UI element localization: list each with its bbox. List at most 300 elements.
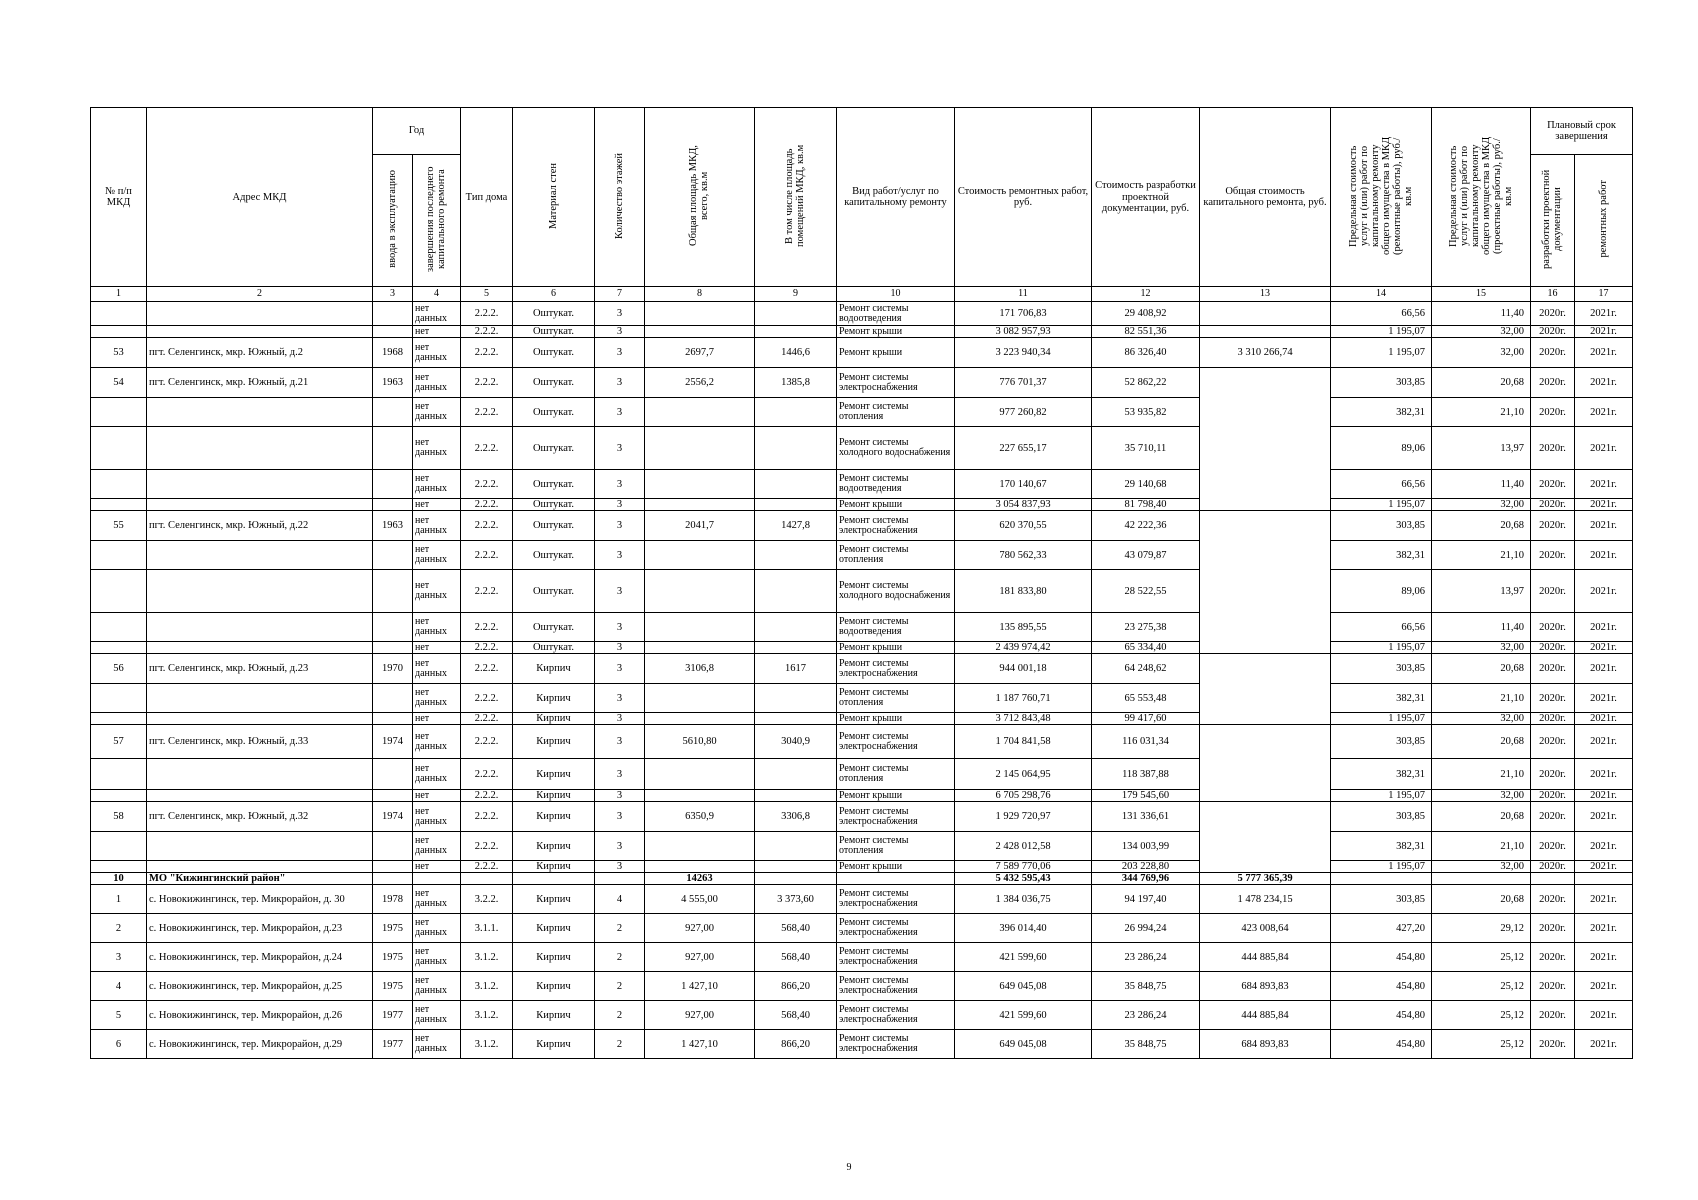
column-number: 5	[461, 287, 513, 302]
house-type-cell: 3.1.2.	[461, 1030, 513, 1059]
header-year-last-repair-label: завершения последнего капитального ремонта	[425, 166, 448, 272]
year-commission-cell	[373, 873, 413, 885]
total-cost-cell: 3 310 266,74	[1200, 338, 1331, 368]
year-commission-cell	[373, 713, 413, 725]
premises-area-cell	[755, 759, 837, 790]
wall-material-cell: Оштукат.	[513, 570, 595, 613]
limit-design-cell: 21,10	[1432, 684, 1531, 713]
limit-repair-cell: 1 195,07	[1331, 790, 1432, 802]
house-type-cell: 2.2.2.	[461, 398, 513, 427]
total-area-cell: 3106,8	[645, 654, 755, 684]
planned-design-cell: 2020г.	[1531, 914, 1575, 943]
limit-design-cell: 21,10	[1432, 541, 1531, 570]
work-type-cell: Ремонт системы электроснабжения	[837, 368, 955, 398]
row-number: 2	[91, 914, 147, 943]
planned-repair-cell: 2021г.	[1575, 541, 1633, 570]
premises-area-cell	[755, 861, 837, 873]
year-last-repair-cell: нет данных	[413, 570, 461, 613]
limit-design-cell	[1432, 873, 1531, 885]
premises-area-cell	[755, 832, 837, 861]
year-last-repair-cell: нет данных	[413, 368, 461, 398]
row-number	[91, 427, 147, 470]
table-row	[91, 541, 1633, 570]
limit-repair-cell: 454,80	[1331, 1001, 1432, 1030]
house-type-cell: 2.2.2.	[461, 642, 513, 654]
house-type-cell: 2.2.2.	[461, 470, 513, 499]
work-type-cell: Ремонт системы электроснабжения	[837, 654, 955, 684]
address-cell: пгт. Селенгинск, мкр. Южный, д.23	[147, 654, 373, 684]
design-cost-cell: 26 994,24	[1092, 914, 1200, 943]
repair-cost-cell: 7 589 770,06	[955, 861, 1092, 873]
address-cell: пгт. Селенгинск, мкр. Южный, д.22	[147, 511, 373, 541]
planned-repair-cell: 2021г.	[1575, 885, 1633, 914]
work-type-cell: Ремонт системы холодного водоснабжения	[837, 427, 955, 470]
header-year-commission	[373, 155, 413, 287]
header-year-group: Год	[373, 108, 461, 155]
wall-material-cell: Оштукат.	[513, 642, 595, 654]
wall-material-cell: Оштукат.	[513, 338, 595, 368]
table-row	[91, 1030, 1633, 1059]
table-row	[91, 654, 1633, 684]
row-number	[91, 759, 147, 790]
limit-design-cell: 32,00	[1432, 326, 1531, 338]
table-row	[91, 326, 1633, 338]
repair-cost-cell: 1 929 720,97	[955, 802, 1092, 832]
design-cost-cell: 118 387,88	[1092, 759, 1200, 790]
planned-repair-cell: 2021г.	[1575, 302, 1633, 326]
header-limit-design	[1432, 108, 1531, 287]
limit-repair-cell: 1 195,07	[1331, 642, 1432, 654]
header-design-cost: Стоимость разработки проектной документации, руб.	[1092, 108, 1200, 287]
total-area-cell	[645, 326, 755, 338]
repair-cost-cell: 977 260,82	[955, 398, 1092, 427]
wall-material-cell: Кирпич	[513, 1001, 595, 1030]
planned-design-cell: 2020г.	[1531, 470, 1575, 499]
floors-cell: 3	[595, 470, 645, 499]
total-cost-cell: 5 777 365,39	[1200, 873, 1331, 885]
year-last-repair-cell: нет данных	[413, 914, 461, 943]
limit-design-cell: 32,00	[1432, 861, 1531, 873]
year-last-repair-cell: нет данных	[413, 802, 461, 832]
work-type-cell: Ремонт системы отопления	[837, 832, 955, 861]
design-cost-cell: 53 935,82	[1092, 398, 1200, 427]
year-commission-cell	[373, 302, 413, 326]
planned-repair-cell: 2021г.	[1575, 861, 1633, 873]
year-commission-cell: 1974	[373, 802, 413, 832]
floors-cell	[595, 873, 645, 885]
planned-repair-cell: 2021г.	[1575, 684, 1633, 713]
floors-cell: 3	[595, 368, 645, 398]
header-work-type: Вид работ/услуг по капитальному ремонту	[837, 108, 955, 287]
year-commission-cell: 1978	[373, 885, 413, 914]
premises-area-cell: 3040,9	[755, 725, 837, 759]
planned-repair-cell: 2021г.	[1575, 943, 1633, 972]
column-number: 9	[755, 287, 837, 302]
premises-area-cell	[755, 684, 837, 713]
year-commission-cell: 1970	[373, 654, 413, 684]
house-type-cell: 3.2.2.	[461, 885, 513, 914]
limit-design-cell: 13,97	[1432, 570, 1531, 613]
planned-design-cell: 2020г.	[1531, 499, 1575, 511]
premises-area-cell	[755, 541, 837, 570]
address-cell: пгт. Селенгинск, мкр. Южный, д.33	[147, 725, 373, 759]
column-number: 17	[1575, 287, 1633, 302]
limit-design-cell: 20,68	[1432, 368, 1531, 398]
column-number: 7	[595, 287, 645, 302]
planned-repair-cell: 2021г.	[1575, 570, 1633, 613]
address-cell: пгт. Селенгинск, мкр. Южный, д.2	[147, 338, 373, 368]
wall-material-cell: Кирпич	[513, 972, 595, 1001]
design-cost-cell: 64 248,62	[1092, 654, 1200, 684]
column-number: 12	[1092, 287, 1200, 302]
header-total-area-label: Общая площадь МКД, всего, кв.м	[688, 145, 711, 246]
house-type-cell: 2.2.2.	[461, 499, 513, 511]
design-cost-cell: 179 545,60	[1092, 790, 1200, 802]
limit-design-cell: 21,10	[1432, 759, 1531, 790]
column-number: 10	[837, 287, 955, 302]
repair-cost-cell: 649 045,08	[955, 1030, 1092, 1059]
planned-design-cell: 2020г.	[1531, 759, 1575, 790]
house-type-cell: 2.2.2.	[461, 802, 513, 832]
premises-area-cell: 866,20	[755, 972, 837, 1001]
design-cost-cell: 203 228,80	[1092, 861, 1200, 873]
premises-area-cell	[755, 713, 837, 725]
address-cell	[147, 613, 373, 642]
floors-cell: 3	[595, 713, 645, 725]
design-cost-cell: 134 003,99	[1092, 832, 1200, 861]
planned-repair-cell: 2021г.	[1575, 338, 1633, 368]
page-number: 9	[846, 1162, 852, 1173]
address-cell	[147, 684, 373, 713]
design-cost-cell: 94 197,40	[1092, 885, 1200, 914]
year-last-repair-cell: нет данных	[413, 427, 461, 470]
house-type-cell: 2.2.2.	[461, 541, 513, 570]
limit-design-cell: 11,40	[1432, 302, 1531, 326]
column-number: 11	[955, 287, 1092, 302]
planned-repair-cell: 2021г.	[1575, 326, 1633, 338]
planned-repair-cell: 2021г.	[1575, 368, 1633, 398]
repair-cost-cell: 170 140,67	[955, 470, 1092, 499]
total-area-cell	[645, 684, 755, 713]
column-number: 8	[645, 287, 755, 302]
limit-repair-cell: 303,85	[1331, 885, 1432, 914]
planned-repair-cell: 2021г.	[1575, 398, 1633, 427]
house-type-cell: 2.2.2.	[461, 654, 513, 684]
planned-repair-cell: 2021г.	[1575, 654, 1633, 684]
floors-cell: 3	[595, 511, 645, 541]
table-row	[91, 368, 1633, 398]
address-cell: с. Новокижингинск, тер. Микрорайон, д.23	[147, 914, 373, 943]
house-type-cell: 2.2.2.	[461, 338, 513, 368]
row-number: 58	[91, 802, 147, 832]
planned-repair-cell: 2021г.	[1575, 790, 1633, 802]
limit-design-cell: 25,12	[1432, 943, 1531, 972]
header-wall-material	[513, 108, 595, 287]
header-planned-repair-label: ремонтных работ	[1597, 180, 1609, 258]
address-cell	[147, 861, 373, 873]
planned-repair-cell: 2021г.	[1575, 499, 1633, 511]
premises-area-cell: 1446,6	[755, 338, 837, 368]
limit-design-cell: 32,00	[1432, 338, 1531, 368]
table-row	[91, 398, 1633, 427]
capital-repair-table	[90, 107, 1633, 1059]
table-row	[91, 943, 1633, 972]
address-cell: с. Новокижингинск, тер. Микрорайон, д. 30	[147, 885, 373, 914]
limit-design-cell: 20,68	[1432, 654, 1531, 684]
premises-area-cell	[755, 570, 837, 613]
repair-cost-cell: 396 014,40	[955, 914, 1092, 943]
total-cost-cell	[1200, 511, 1331, 654]
limit-design-cell: 32,00	[1432, 790, 1531, 802]
total-area-cell	[645, 499, 755, 511]
wall-material-cell: Кирпич	[513, 943, 595, 972]
work-type-cell	[837, 873, 955, 885]
address-cell: пгт. Селенгинск, мкр. Южный, д.32	[147, 802, 373, 832]
limit-design-cell: 25,12	[1432, 1030, 1531, 1059]
limit-design-cell: 29,12	[1432, 914, 1531, 943]
header-limit-design-label: Предельная стоимость услуг и (или) работ по капитальному ремонту общего имущества в МКД (проектные работы), руб./кв.м	[1447, 136, 1515, 255]
year-commission-cell	[373, 427, 413, 470]
year-commission-cell: 1968	[373, 338, 413, 368]
table-row	[91, 832, 1633, 861]
floors-cell: 3	[595, 302, 645, 326]
address-cell	[147, 713, 373, 725]
year-commission-cell: 1963	[373, 368, 413, 398]
house-type-cell: 2.2.2.	[461, 790, 513, 802]
repair-cost-cell: 3 712 843,48	[955, 713, 1092, 725]
year-last-repair-cell: нет	[413, 790, 461, 802]
planned-design-cell: 2020г.	[1531, 613, 1575, 642]
design-cost-cell: 35 848,75	[1092, 1030, 1200, 1059]
wall-material-cell: Оштукат.	[513, 613, 595, 642]
address-cell	[147, 398, 373, 427]
total-area-cell: 2041,7	[645, 511, 755, 541]
header-house-type: Тип дома	[461, 108, 513, 287]
repair-cost-cell: 1 187 760,71	[955, 684, 1092, 713]
row-number	[91, 861, 147, 873]
year-commission-cell	[373, 832, 413, 861]
year-last-repair-cell: нет данных	[413, 759, 461, 790]
year-last-repair-cell: нет данных	[413, 1030, 461, 1059]
planned-design-cell: 2020г.	[1531, 338, 1575, 368]
repair-cost-cell: 3 223 940,34	[955, 338, 1092, 368]
premises-area-cell: 3306,8	[755, 802, 837, 832]
header-planned-repair	[1575, 155, 1633, 287]
wall-material-cell: Кирпич	[513, 654, 595, 684]
repair-cost-cell: 3 082 957,93	[955, 326, 1092, 338]
limit-repair-cell: 303,85	[1331, 511, 1432, 541]
repair-cost-cell: 421 599,60	[955, 943, 1092, 972]
address-cell: МО "Кижингинский район"	[147, 873, 373, 885]
year-last-repair-cell: нет данных	[413, 654, 461, 684]
planned-design-cell: 2020г.	[1531, 725, 1575, 759]
design-cost-cell: 23 286,24	[1092, 943, 1200, 972]
limit-repair-cell: 303,85	[1331, 368, 1432, 398]
total-cost-cell: 444 885,84	[1200, 1001, 1331, 1030]
total-area-cell: 927,00	[645, 943, 755, 972]
repair-cost-cell: 421 599,60	[955, 1001, 1092, 1030]
planned-repair-cell: 2021г.	[1575, 511, 1633, 541]
total-area-cell: 6350,9	[645, 802, 755, 832]
limit-design-cell: 13,97	[1432, 427, 1531, 470]
wall-material-cell: Оштукат.	[513, 326, 595, 338]
house-type-cell: 2.2.2.	[461, 326, 513, 338]
row-number	[91, 326, 147, 338]
premises-area-cell: 568,40	[755, 1001, 837, 1030]
header-premises-area	[755, 108, 837, 287]
limit-repair-cell: 66,56	[1331, 302, 1432, 326]
planned-repair-cell: 2021г.	[1575, 1030, 1633, 1059]
row-number	[91, 541, 147, 570]
row-number	[91, 398, 147, 427]
table-row	[91, 302, 1633, 326]
floors-cell: 3	[595, 802, 645, 832]
work-type-cell: Ремонт системы электроснабжения	[837, 914, 955, 943]
planned-design-cell: 2020г.	[1531, 427, 1575, 470]
repair-cost-cell: 181 833,80	[955, 570, 1092, 613]
planned-design-cell: 2020г.	[1531, 802, 1575, 832]
year-last-repair-cell: нет данных	[413, 541, 461, 570]
limit-repair-cell: 303,85	[1331, 802, 1432, 832]
row-number	[91, 790, 147, 802]
design-cost-cell: 52 862,22	[1092, 368, 1200, 398]
work-type-cell: Ремонт системы электроснабжения	[837, 802, 955, 832]
limit-repair-cell: 454,80	[1331, 1030, 1432, 1059]
address-cell	[147, 302, 373, 326]
planned-repair-cell: 2021г.	[1575, 802, 1633, 832]
total-area-cell: 2697,7	[645, 338, 755, 368]
limit-repair-cell	[1331, 873, 1432, 885]
wall-material-cell: Оштукат.	[513, 470, 595, 499]
floors-cell: 3	[595, 570, 645, 613]
work-type-cell: Ремонт системы отопления	[837, 398, 955, 427]
floors-cell: 3	[595, 642, 645, 654]
limit-design-cell: 20,68	[1432, 725, 1531, 759]
row-number: 6	[91, 1030, 147, 1059]
house-type-cell: 3.1.2.	[461, 1001, 513, 1030]
planned-repair-cell	[1575, 873, 1633, 885]
floors-cell: 3	[595, 861, 645, 873]
floors-cell: 3	[595, 326, 645, 338]
year-last-repair-cell	[413, 873, 461, 885]
limit-repair-cell: 427,20	[1331, 914, 1432, 943]
limit-repair-cell: 454,80	[1331, 943, 1432, 972]
wall-material-cell: Кирпич	[513, 790, 595, 802]
table-row	[91, 873, 1633, 885]
repair-cost-cell: 2 439 974,42	[955, 642, 1092, 654]
row-number: 1	[91, 885, 147, 914]
table-row	[91, 470, 1633, 499]
limit-repair-cell: 382,31	[1331, 759, 1432, 790]
total-area-cell	[645, 613, 755, 642]
row-number: 5	[91, 1001, 147, 1030]
house-type-cell: 3.1.1.	[461, 914, 513, 943]
table-row	[91, 1001, 1633, 1030]
row-number: 3	[91, 943, 147, 972]
floors-cell: 2	[595, 1030, 645, 1059]
header-premises-area-label: В том числе площадь помещений МКД, кв.м	[784, 144, 807, 247]
repair-cost-cell: 6 705 298,76	[955, 790, 1092, 802]
work-type-cell: Ремонт системы отопления	[837, 759, 955, 790]
header-planned-design-label: разработки проектной документации	[1541, 169, 1564, 269]
year-last-repair-cell: нет данных	[413, 832, 461, 861]
floors-cell: 3	[595, 427, 645, 470]
repair-cost-cell: 227 655,17	[955, 427, 1092, 470]
design-cost-cell: 65 553,48	[1092, 684, 1200, 713]
planned-design-cell: 2020г.	[1531, 398, 1575, 427]
row-number: 56	[91, 654, 147, 684]
repair-cost-cell: 5 432 595,43	[955, 873, 1092, 885]
planned-design-cell: 2020г.	[1531, 511, 1575, 541]
work-type-cell: Ремонт системы электроснабжения	[837, 972, 955, 1001]
repair-cost-cell: 3 054 837,93	[955, 499, 1092, 511]
total-cost-cell: 684 893,83	[1200, 972, 1331, 1001]
floors-cell: 3	[595, 684, 645, 713]
address-cell	[147, 642, 373, 654]
planned-repair-cell: 2021г.	[1575, 1001, 1633, 1030]
repair-cost-cell: 1 384 036,75	[955, 885, 1092, 914]
planned-design-cell: 2020г.	[1531, 302, 1575, 326]
address-cell	[147, 326, 373, 338]
limit-repair-cell: 382,31	[1331, 541, 1432, 570]
header-year-last-repair	[413, 155, 461, 287]
address-cell	[147, 759, 373, 790]
work-type-cell: Ремонт крыши	[837, 338, 955, 368]
house-type-cell: 2.2.2.	[461, 684, 513, 713]
header-address: Адрес МКД	[147, 108, 373, 287]
planned-design-cell: 2020г.	[1531, 570, 1575, 613]
work-type-cell: Ремонт системы электроснабжения	[837, 1001, 955, 1030]
limit-repair-cell: 66,56	[1331, 613, 1432, 642]
header-floors-label: Количество этажей	[613, 152, 625, 239]
year-last-repair-cell: нет	[413, 861, 461, 873]
year-commission-cell	[373, 541, 413, 570]
header-repair-cost: Стоимость ремонтных работ, руб.	[955, 108, 1092, 287]
repair-cost-cell: 135 895,55	[955, 613, 1092, 642]
floors-cell: 3	[595, 790, 645, 802]
limit-design-cell: 32,00	[1432, 499, 1531, 511]
planned-design-cell: 2020г.	[1531, 790, 1575, 802]
work-type-cell: Ремонт системы отопления	[837, 541, 955, 570]
column-number: 15	[1432, 287, 1531, 302]
limit-design-cell: 20,68	[1432, 511, 1531, 541]
wall-material-cell: Кирпич	[513, 885, 595, 914]
address-cell: с. Новокижингинск, тер. Микрорайон, д.29	[147, 1030, 373, 1059]
limit-design-cell: 32,00	[1432, 713, 1531, 725]
total-area-cell	[645, 541, 755, 570]
table-row	[91, 684, 1633, 713]
planned-design-cell: 2020г.	[1531, 642, 1575, 654]
design-cost-cell: 131 336,61	[1092, 802, 1200, 832]
header-limit-repair	[1331, 108, 1432, 287]
work-type-cell: Ремонт системы водоотведения	[837, 470, 955, 499]
design-cost-cell: 35 710,11	[1092, 427, 1200, 470]
planned-design-cell: 2020г.	[1531, 861, 1575, 873]
row-number: 4	[91, 972, 147, 1001]
house-type-cell: 2.2.2.	[461, 832, 513, 861]
premises-area-cell: 3 373,60	[755, 885, 837, 914]
floors-cell: 2	[595, 1001, 645, 1030]
header-year-commission-label: ввода в эксплуатацию	[386, 170, 398, 268]
limit-design-cell: 20,68	[1432, 802, 1531, 832]
year-last-repair-cell: нет данных	[413, 470, 461, 499]
year-commission-cell	[373, 326, 413, 338]
total-cost-cell	[1200, 654, 1331, 725]
limit-repair-cell: 1 195,07	[1331, 499, 1432, 511]
work-type-cell: Ремонт системы электроснабжения	[837, 885, 955, 914]
house-type-cell: 2.2.2.	[461, 713, 513, 725]
floors-cell: 4	[595, 885, 645, 914]
